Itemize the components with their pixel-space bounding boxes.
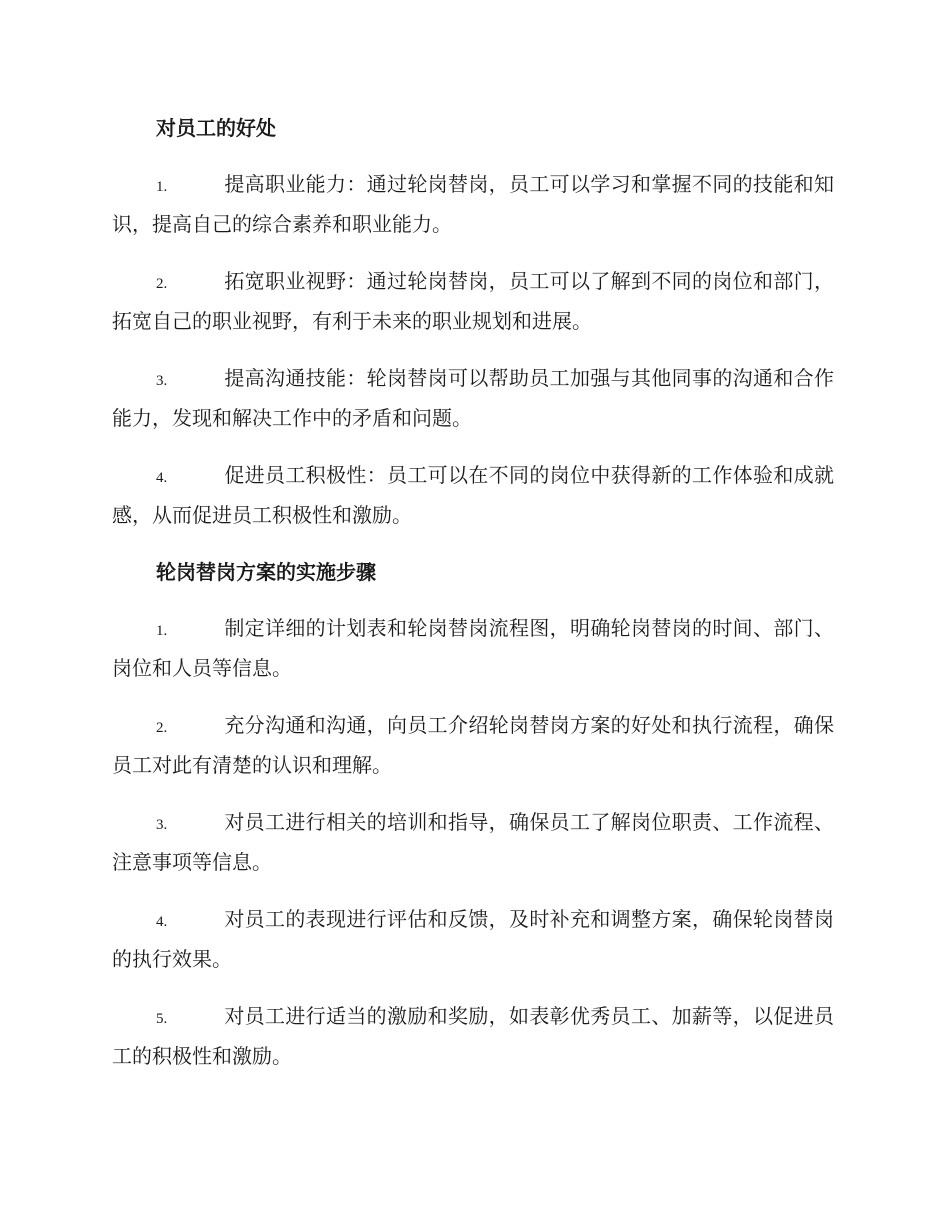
- list-item: [112, 360, 834, 437]
- list-item: [112, 901, 834, 978]
- list-item: [112, 804, 834, 881]
- list-number: 1.: [156, 623, 168, 639]
- list-item: [112, 707, 834, 784]
- list-item-text: 促进员工积极性：员工可以在不同的岗位中获得新的工作体验和成就感，从而促进员工积极性和激励。: [112, 463, 834, 527]
- list-number: 1.: [156, 179, 168, 195]
- list-item: [112, 998, 834, 1075]
- list-item-text: 提高职业能力：通过轮岗替岗，员工可以学习和掌握不同的技能和知识，提高自己的综合素养和职业能力。: [112, 172, 834, 236]
- list-item: [112, 263, 834, 340]
- section-heading-benefits: 对员工的好处: [156, 116, 276, 140]
- list-number: 4.: [156, 914, 168, 930]
- list-item-text: 制定详细的计划表和轮岗替岗流程图，明确轮岗替岗的时间、部门、岗位和人员等信息。: [112, 616, 834, 680]
- section-heading-steps: 轮岗替岗方案的实施步骤: [156, 560, 376, 584]
- list-item-text: 充分沟通和沟通，向员工介绍轮岗替岗方案的好处和执行流程，确保员工对此有清楚的认识和理解。: [112, 713, 834, 777]
- list-item: [112, 457, 834, 534]
- list-item: [112, 610, 834, 687]
- list-number: 4.: [156, 470, 168, 486]
- list-item: [112, 166, 834, 243]
- list-number: 2.: [156, 720, 168, 736]
- list-item-text: 对员工进行相关的培训和指导，确保员工了解岗位职责、工作流程、注意事项等信息。: [112, 810, 834, 874]
- list-number: 2.: [156, 276, 168, 292]
- document-body: [112, 108, 834, 1075]
- list-item-text: 对员工进行适当的激励和奖励，如表彰优秀员工、加薪等，以促进员工的积极性和激励。: [112, 1004, 834, 1068]
- list-number: 3.: [156, 373, 168, 389]
- list-item-text: 提高沟通技能：轮岗替岗可以帮助员工加强与其他同事的沟通和合作能力，发现和解决工作中的矛盾和问题。: [112, 366, 834, 430]
- list-number: 3.: [156, 817, 168, 833]
- list-item-text: 对员工的表现进行评估和反馈，及时补充和调整方案，确保轮岗替岗的执行效果。: [112, 907, 834, 971]
- list-item-text: 拓宽职业视野：通过轮岗替岗，员工可以了解到不同的岗位和部门，拓宽自己的职业视野，有利于未来的职业规划和进展。: [112, 269, 834, 333]
- list-number: 5.: [156, 1011, 168, 1027]
